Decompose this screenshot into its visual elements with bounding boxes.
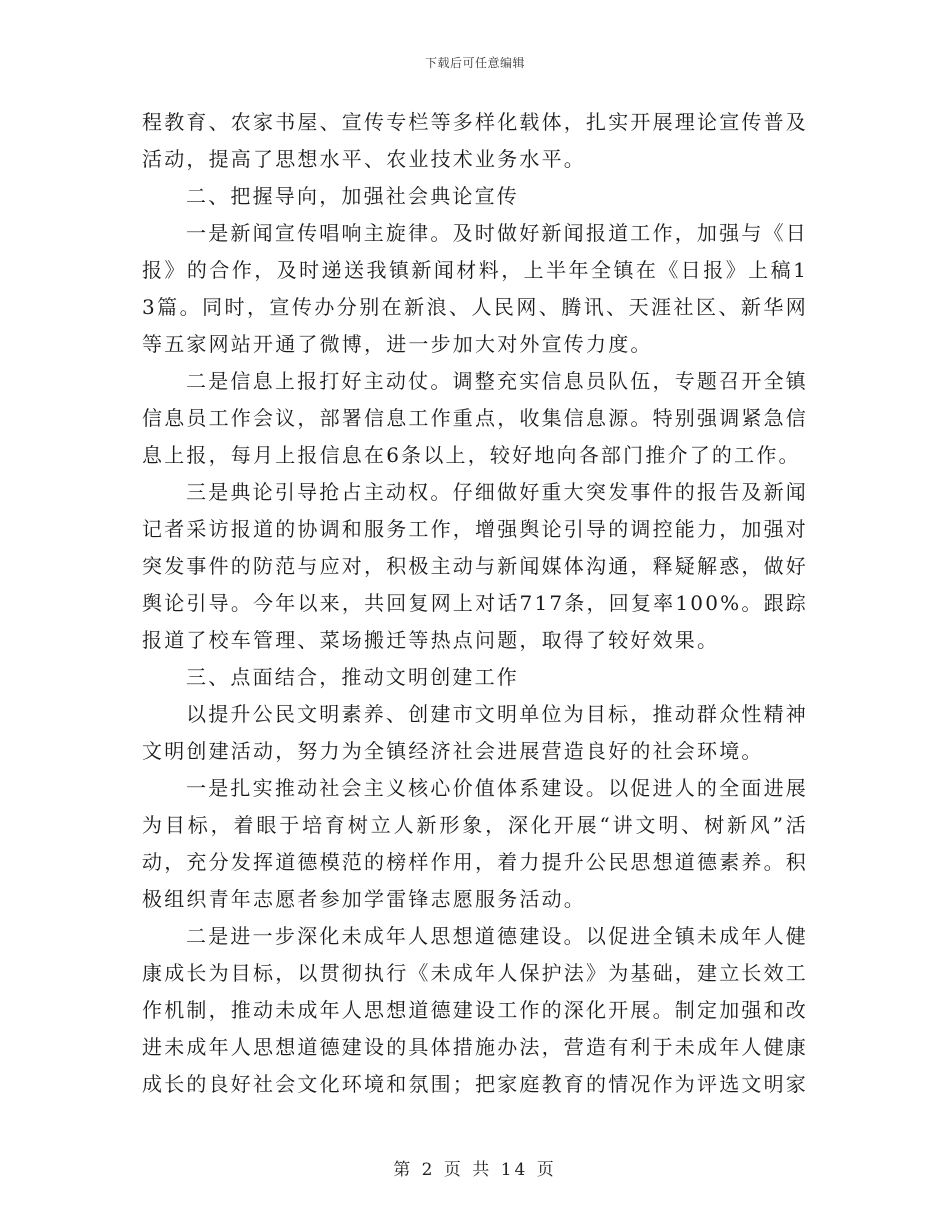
paragraph-continuation: 程教育、农家书屋、宣传专栏等多样化载体，扎实开展理论宣传普及活动，提高了思想水平、农业技术业务水平。 (142, 110, 808, 171)
paragraph-news: 一是新闻宣传唱响主旋律。及时做好新闻报道工作，加强与《日报》的合作，及时递送我镇新闻材料，上半年全镇在《日报》上稿13篇。同时，宣传办分别在新浪、人民网、腾讯、天涯社区、新华网等五家网站开通了微博，进一步加大对外宣传力度。 (142, 221, 808, 356)
section-heading-2: 二、把握导向，加强社会典论宣传 (186, 184, 519, 208)
paragraph-opinion-guidance: 三是典论引导抢占主动权。仔细做好重大突发事件的报告及新闻记者采访报道的协调和服务工作，增强舆论引导的调控能力，加强对突发事件的防范与应对，积极主动与新闻媒体沟通，释疑解惑，做好舆论引导。今年以来，共回复网上对话717条，回复率100%。跟踪报道了校车管理、菜场搬迁等热点问题，取得了较好效果。 (142, 480, 808, 652)
header-note: 下载后可任意编辑 (424, 56, 525, 70)
paragraph-core-values: 一是扎实推动社会主义核心价值体系建设。以促进人的全面进展为目标，着眼于培育树立人新形象，深化开展“讲文明、树新风”活动，充分发挥道德模范的榜样作用，着力提升公民思想道德素养。积极组织青年志愿者参加学雷锋志愿服务活动。 (142, 776, 808, 911)
paragraph-civilization-intro: 以提升公民文明素养、创建市文明单位为目标，推动群众性精神文明创建活动，努力为全镇经济社会进展营造良好的社会环境。 (142, 702, 808, 763)
page-footer: 第 2 页 共 14 页 (393, 1160, 557, 1180)
section-heading-3: 三、点面结合，推动文明创建工作 (186, 665, 519, 689)
paragraph-info-report: 二是信息上报打好主动仗。调整充实信息员队伍，专题召开全镇信息员工作会议，部署信息工作重点，收集信息源。特别强调紧急信息上报，每月上报信息在6条以上，较好地向各部门推介了的工作。 (142, 369, 808, 467)
paragraph-minors: 二是进一步深化未成年人思想道德建设。以促进全镇未成年人健康成长为目标，以贯彻执行《未成年人保护法》为基础，建立长效工作机制，推动未成年人思想道德建设工作的深化开展。制定加强和改进未成年人思想道德建设的具体措施办法，营造有利于未成年人健康成长的良好社会文化环境和氛围；把家庭教育的情况作为评选文明家 (142, 924, 808, 1096)
document-body (142, 104, 808, 1103)
